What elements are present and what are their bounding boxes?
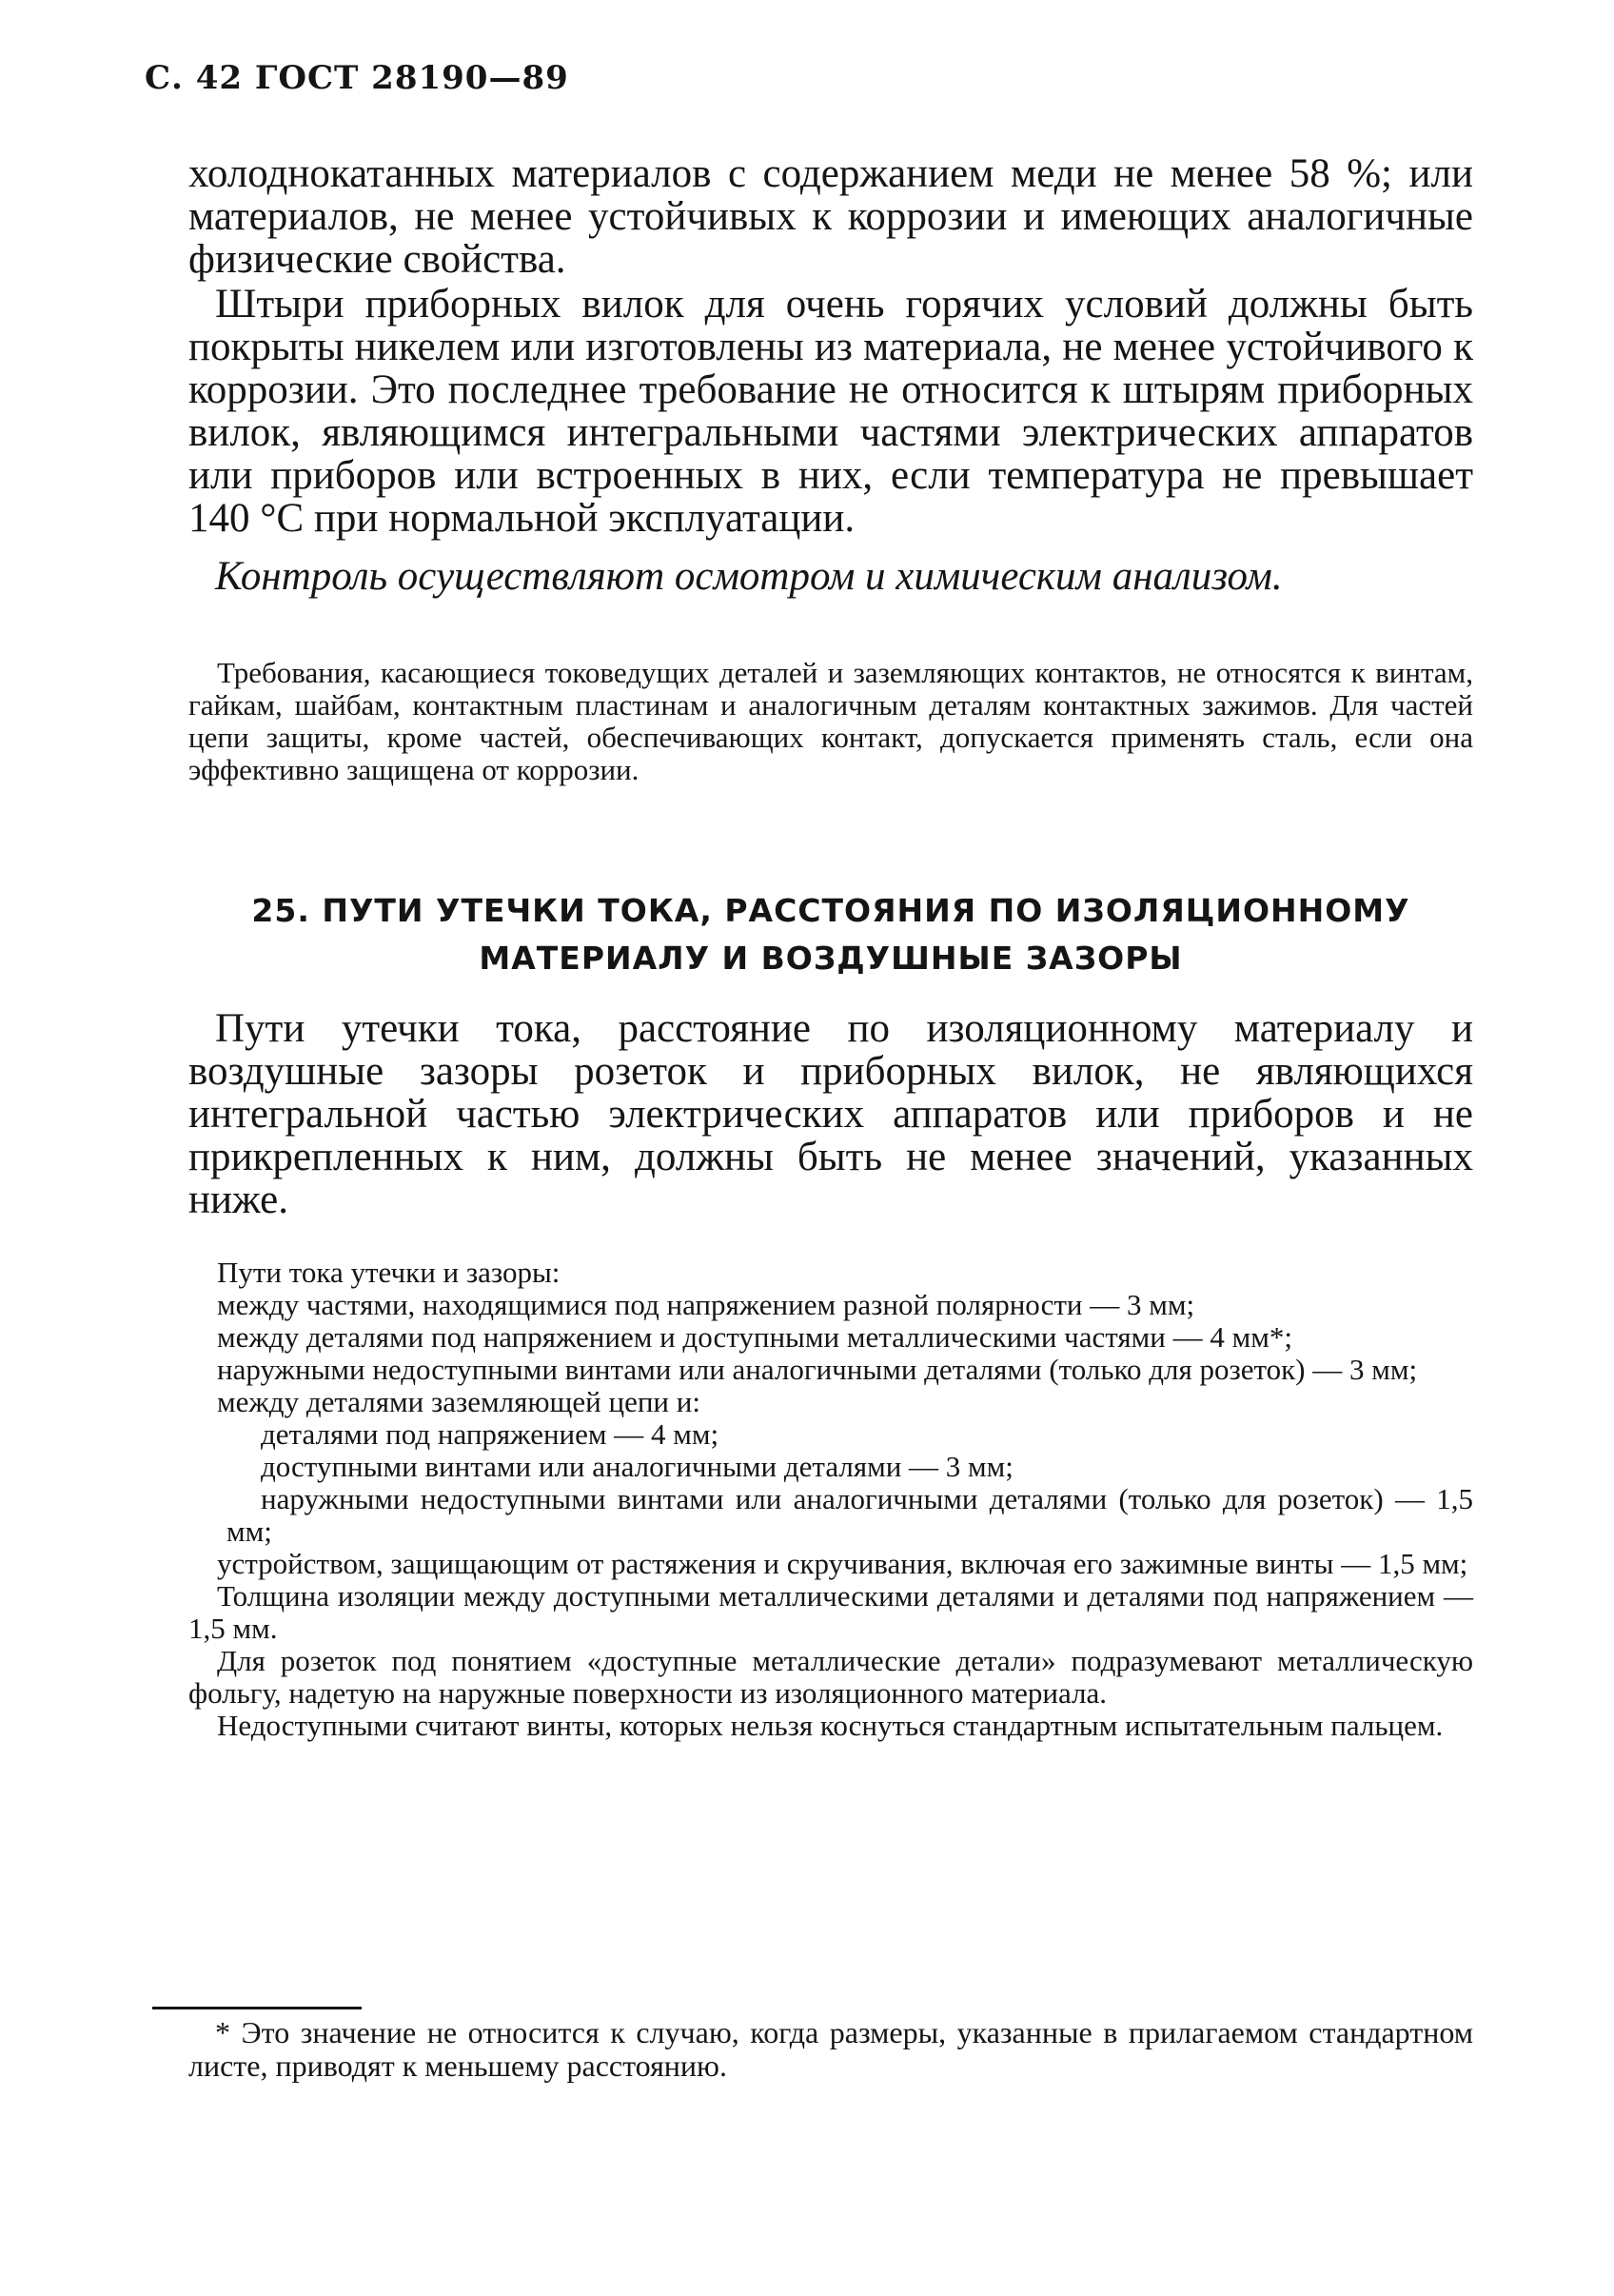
details-item: Для розеток под понятием «доступные металлические детали» подразумевают металлическую фольгу, надетую на наружные поверхности из изоляционного материала. bbox=[188, 1644, 1473, 1710]
details-subitem: доступными винтами или аналогичными деталями — 3 мм; bbox=[261, 1450, 1014, 1483]
details-item: Недоступными считают винты, которых нельзя коснуться стандартным испытательным пальцем. bbox=[217, 1709, 1444, 1742]
details-list bbox=[188, 1257, 1473, 1742]
page-header: С. 42 ГОСТ 28190—89 bbox=[145, 59, 569, 97]
small-note: Требования, касающиеся токоведущих деталей и заземляющих контактов, не относятся к винтам, гайкам, шайбам, контактным пластинам и аналогичным деталям контактных зажимов. Для частей цепи защиты, кроме частей, обеспечивающих контакт, допускается применять сталь, если она эффективно защищена от коррозии. bbox=[188, 656, 1473, 786]
section-lead-block bbox=[188, 1007, 1473, 1221]
control-note: Контроль осуществляют осмотром и химическим анализом. bbox=[215, 554, 1283, 599]
footnote-divider bbox=[152, 2007, 362, 2009]
details-item: Пути тока утечки и зазоры: bbox=[217, 1256, 561, 1289]
details-item: Толщина изоляции между доступными металлическими деталями и деталями под напряжением — 1,5 мм. bbox=[188, 1579, 1473, 1645]
footnote: * Это значение не относится к случаю, когда размеры, указанные в прилагаемом стандартном листе, приводят к меньшему расстоянию. bbox=[188, 2015, 1473, 2083]
details-item: наружными недоступными винтами или аналогичными деталями (только для розеток) — 3 мм; bbox=[217, 1353, 1418, 1386]
intro-text bbox=[188, 152, 1473, 598]
details-item: устройством, защищающим от растяжения и скручивания, включая его зажимные винты — 1,5 мм; bbox=[217, 1547, 1468, 1580]
details-subitem: деталями под напряжением — 4 мм; bbox=[261, 1417, 719, 1451]
intro-paragraph: Штыри приборных вилок для очень горячих условий должны быть покрыты никелем или изготовлены из материала, не менее устойчивого к коррозии. Это последнее требование не относится к штырям приборных вилок, являющимся интегральными частями электрических аппаратов или приборов или встроенных в них, если температура не превышает 140 °С при нормальной эксплуатации. bbox=[188, 282, 1473, 541]
details-item: между деталями заземляющей цепи и: bbox=[217, 1385, 700, 1418]
details-item: между деталями под напряжением и доступными металлическими частями — 4 мм*; bbox=[217, 1320, 1292, 1354]
details-item: между частями, находящимися под напряжением разной полярности — 3 мм; bbox=[217, 1288, 1195, 1321]
footnote-block bbox=[188, 2016, 1473, 2083]
section-title bbox=[188, 887, 1473, 982]
section-title-line: МАТЕРИАЛУ И ВОЗДУШНЫЕ ЗАЗОРЫ bbox=[479, 940, 1183, 977]
intro-paragraph: холоднокатанных материалов с содержанием меди не менее 58 %; или материалов, не менее устойчивых к коррозии и имеющих аналогичные физические свойства. bbox=[188, 151, 1473, 282]
section-lead: Пути утечки тока, расстояние по изоляционному материалу и воздушные зазоры розеток и приборных вилок, не являющихся интегральной частью электрических аппаратов или приборов и не прикрепленных к ним, должны быть не менее значений, указанных ниже. bbox=[188, 1006, 1473, 1222]
section-title-line: 25. ПУТИ УТЕЧКИ ТОКА, РАССТОЯНИЯ ПО ИЗОЛЯЦИОННОМУ bbox=[251, 892, 1410, 929]
small-note-block bbox=[188, 657, 1473, 786]
details-subitem: наружными недоступными винтами или аналогичными деталями (только для розеток) — 1,5 мм; bbox=[226, 1482, 1473, 1548]
